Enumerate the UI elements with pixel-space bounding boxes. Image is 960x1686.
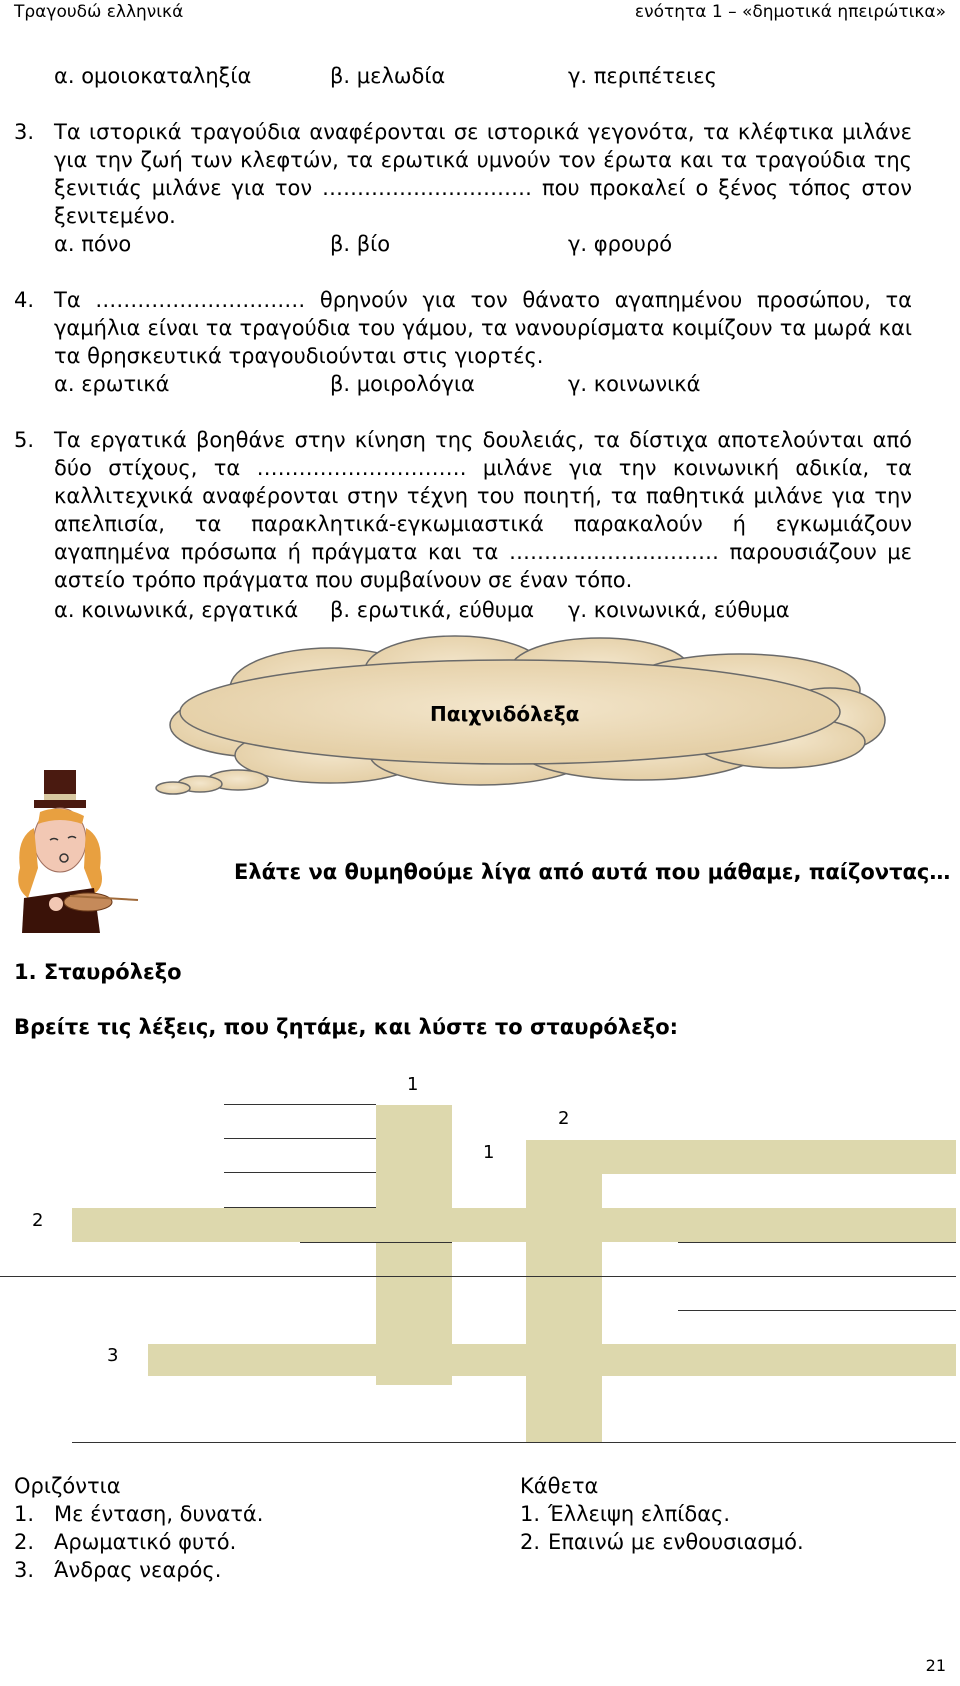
cloud-title: Παιχνιδόλεξα: [430, 702, 580, 726]
page-number: 21: [925, 1656, 946, 1675]
q5-option-b: β. ερωτικά, εύθυμα: [330, 598, 535, 622]
q4-text: Τα ………………………… θρηνούν για τον θάνατο αγαπημένου προσώπου, τα γαμήλια είναι τα τραγούδια του γάμου, τα νανουρίσματα κοιμίζουν τα μωρά και τα θρησκευτικά τραγουδιούνται στις γιορτές.: [54, 288, 912, 368]
q2-option-c: γ. περιπέτειες: [568, 64, 717, 88]
crossword-down-2[interactable]: [526, 1140, 602, 1442]
q2-option-b: β. μελωδία: [330, 64, 446, 88]
across-clue-2: Αρωματικό φυτό.: [54, 1530, 237, 1554]
crossword-across-2[interactable]: [72, 1208, 956, 1242]
down-clue-1: Έλλειψη ελπίδας.: [548, 1502, 731, 1526]
q2-option-a: α. ομοιοκαταληξία: [54, 64, 252, 88]
header-right: ενότητα 1 – «δημοτικά ηπειρώτικα»: [634, 2, 946, 22]
crossword-label-down-1: 1: [407, 1074, 419, 1095]
crossword-down-1[interactable]: [376, 1105, 452, 1385]
intro-text: Ελάτε να θυμηθούμε λίγα από αυτά που μάθαμε, παίζοντας…: [234, 860, 951, 884]
crossword-heading: 1. Σταυρόλεξο: [14, 960, 182, 984]
across-clue-2-number: 2.: [14, 1530, 35, 1554]
down-clue-2: Επαινώ με ενθουσιασμό.: [548, 1530, 804, 1554]
crossword-label-across-1: 1: [483, 1142, 495, 1163]
crossword-label-across-2: 2: [32, 1210, 44, 1231]
q5-text: Τα εργατικά βοηθάνε στην κίνηση της δουλειάς, τα δίστιχα αποτελούνται από δύο στίχους, τα ………………………… μιλάνε για την κοινωνική αδικία, τα καλλιτεχνικά αναφέρονται στην τέχνη του ποιητή, τα παθητικά μιλάνε για την απελπισία, τα παρακλητικά-εγκωμιαστικά παρακαλούν ή εγκωμιάζουν αγαπημένα πρόσωπα ή πράγματα και τα ………………………… παρουσιάζουν με αστείο τρόπο πράγματα που συμβαίνουν σε έναν τόπο.: [54, 428, 912, 592]
q4-option-a: α. ερωτικά: [54, 372, 170, 396]
q5-option-c: γ. κοινωνικά, εύθυμα: [568, 598, 790, 622]
q3-option-a: α. πόνο: [54, 232, 132, 256]
crossword-instruction: Βρείτε τις λέξεις, που ζητάμε, και λύστε το σταυρόλεξο:: [14, 1015, 679, 1039]
down-clue-1-number: 1.: [520, 1502, 541, 1526]
across-title: Οριζόντια: [14, 1474, 121, 1498]
crossword-label-down-2: 2: [558, 1108, 570, 1129]
q3-number: 3.: [14, 120, 35, 144]
crossword-label-across-3: 3: [107, 1345, 119, 1366]
q3-text: Τα ιστορικά τραγούδια αναφέρονται σε ιστορικά γεγονότα, τα κλέφτικα μιλάνε για την ζωή των κλεφτών, τα ερωτικά υμνούν τον έρωτα και τα τραγούδια της ξενιτιάς μιλάνε για τον ………………………… που προκαλεί ο ξένος τόπος στον ξενιτεμένο.: [54, 120, 912, 228]
q5-option-a: α. κοινωνικά, εργατικά: [54, 598, 299, 622]
across-clue-1: Με ένταση, δυνατά.: [54, 1502, 264, 1526]
down-title: Κάθετα: [520, 1474, 599, 1498]
q4-number: 4.: [14, 288, 35, 312]
crossword-across-3[interactable]: [148, 1344, 956, 1376]
fiddler-character-icon: [10, 768, 145, 933]
header-left: Τραγουδώ ελληνικά: [14, 2, 184, 22]
down-clue-2-number: 2.: [520, 1530, 541, 1554]
q4-option-c: γ. κοινωνικά: [568, 372, 701, 396]
across-clue-3: Άνδρας νεαρός.: [54, 1558, 222, 1582]
q4-option-b: β. μοιρολόγια: [330, 372, 475, 396]
q3-option-c: γ. φρουρό: [568, 232, 673, 256]
q5-number: 5.: [14, 428, 35, 452]
across-clue-1-number: 1.: [14, 1502, 35, 1526]
across-clue-3-number: 3.: [14, 1558, 35, 1582]
q3-option-b: β. βίο: [330, 232, 391, 256]
